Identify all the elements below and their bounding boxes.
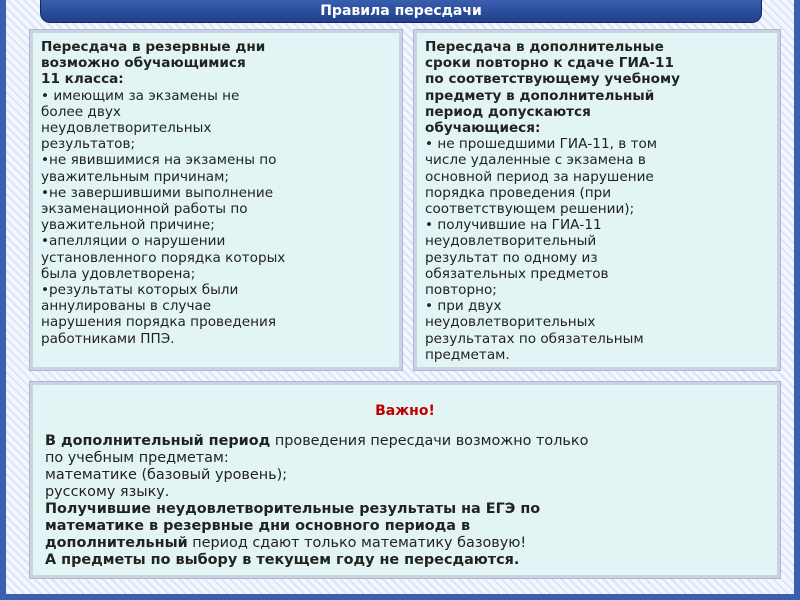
right-text-line: • при двух [425,298,502,315]
left-text-line: •не завершившими выполнение [41,184,274,201]
right-text-line: неудовлетворительных [425,314,596,331]
left-text-line: результатов; [41,136,136,153]
right-text-line: основной период за нарушение [425,168,654,185]
right-heading-line: сроки повторно к сдаче ГИА-11 [425,55,674,72]
right-text-line: неудовлетворительный [425,233,597,250]
left-text-line: уважительным причинам; [41,168,229,185]
left-heading-line: возможно обучающимися [41,55,246,72]
right-text-line: повторно; [425,282,497,299]
notice-line [45,535,765,552]
important-notice-panel [30,382,780,578]
notice-line: математике в резервные дни основного периода в [45,518,471,535]
right-text-line: порядка проведения (при [425,184,612,201]
right-text-line: числе удаленные с экзамена в [425,152,646,169]
left-text-line: работниками ППЭ. [41,330,175,347]
notice-bold-phrase: дополнительный [45,535,188,552]
important-heading: Важно! [375,403,435,419]
left-text-line: была удовлетворена; [41,265,196,282]
left-text-line: аннулированы в случае [41,298,212,315]
right-text-line: результат по одному из [425,249,598,266]
right-text-line: результатах по обязательным [425,330,644,347]
left-text-line: уважительной причине; [41,217,215,234]
right-text-line: предметам. [425,346,510,363]
notice-line [45,433,765,450]
right-heading-line: предмету в дополнительный [425,87,655,104]
left-text-line: •не явившимися на экзамены по [41,152,277,169]
right-text-line: • получившие на ГИА-11 [425,217,602,234]
additional-period-panel [414,30,780,370]
right-heading-line: Пересдача в дополнительные [425,39,664,55]
right-text-line: соответствующем решении); [425,201,635,218]
notice-line: математике (базовый уровень); [45,467,288,484]
left-text-line: • имеющим за экзамены не [41,87,240,104]
left-text-line: установленного порядка которых [41,249,286,266]
left-text-line: •апелляции о нарушении [41,233,226,250]
notice-phrase: проведения пересдачи возможно только [270,433,589,450]
left-text-line: экзаменационной работы по [41,201,248,218]
reserve-days-panel [30,30,402,370]
notice-bold-phrase: В дополнительный период [45,433,271,450]
notice-line: Получившие неудовлетворительные результаты на ЕГЭ по [45,501,541,518]
notice-line: русскому языку. [45,484,170,501]
left-text-line: нарушения порядка проведения [41,314,277,331]
left-heading-line: Пересдача в резервные дни [41,39,266,55]
right-text-line: обязательных предметов [425,265,609,282]
notice-line: по учебным предметам: [45,450,229,467]
page-title-text: Правила пересдачи [320,3,482,19]
left-heading-line: 11 класса: [41,71,124,88]
notice-line: А предметы по выбору в текущем году не пересдаются. [45,552,520,569]
right-heading-line: обучающиеся: [425,120,541,137]
left-text-line: •результаты которых были [41,282,239,299]
notice-text [45,433,765,569]
left-text-line: более двух [41,103,121,120]
page-title [40,0,762,23]
right-heading-line: по соответствующему учебному [425,71,680,88]
notice-phrase: период сдают только математику базовую! [187,535,527,552]
right-text-line: • не прошедшими ГИА-11, в том [425,136,658,153]
right-heading-line: период допускаются [425,103,591,120]
left-text-line: неудовлетворительных [41,120,212,137]
